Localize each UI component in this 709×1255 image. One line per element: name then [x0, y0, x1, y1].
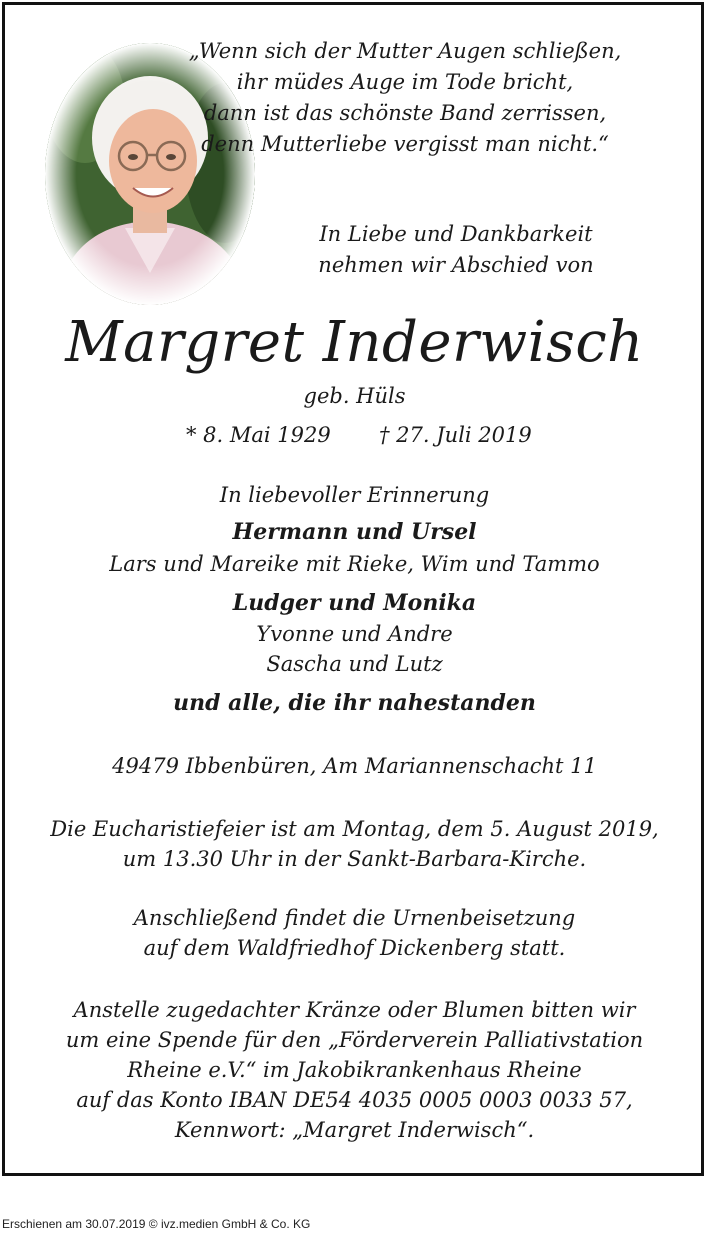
poem-line: „Wenn sich der Mutter Augen schließen,	[188, 39, 622, 63]
donation-line: Anstelle zugedachter Kränze oder Blumen bitten wir	[73, 998, 636, 1022]
publication-footer: Erschienen am 30.07.2019 © ivz.medien GmbH & Co. KG	[2, 1217, 311, 1231]
address: 49479 Ibbenbüren, Am Mariannenschacht 11	[112, 754, 597, 778]
farewell-line: In Liebe und Dankbarkeit	[319, 222, 593, 246]
donation-info	[0, 995, 709, 1145]
donation-line: auf das Konto IBAN DE54 4035 0005 0003 0033 57,	[76, 1088, 633, 1112]
donation-line: Rheine e.V.“ im Jakobikrankenhaus Rheine	[127, 1058, 582, 1082]
donation-line: um eine Spende für den „Förderverein Palliativstation	[65, 1028, 644, 1052]
mourner-group-members: Yvonne und Andre	[256, 622, 453, 646]
poem-line: ihr müdes Auge im Tode bricht,	[236, 70, 574, 94]
mourner-group-members: Sascha und Lutz	[266, 652, 443, 676]
poem	[100, 36, 709, 160]
mourner-group-members: Lars und Mareike mit Rieke, Wim und Tammo	[109, 552, 600, 576]
deceased-name: Margret Inderwisch	[65, 310, 644, 375]
mourners-others: und alle, die ihr nahestanden	[173, 690, 536, 716]
burial-info	[0, 903, 709, 963]
burial-line: Anschließend findet die Urnenbeisetzung	[133, 906, 576, 930]
mourner-group-title: Ludger und Monika	[232, 590, 477, 616]
service-info	[0, 814, 709, 874]
birth-date: * 8. Mai 1929	[186, 423, 331, 447]
mourners-intro: In liebevoller Erinnerung	[219, 483, 490, 507]
burial-line: auf dem Waldfriedhof Dickenberg statt.	[143, 936, 566, 960]
service-line: um 13.30 Uhr in der Sankt-Barbara-Kirche.	[122, 847, 587, 871]
donation-line: Kennwort: „Margret Inderwisch“.	[174, 1118, 535, 1142]
poem-line: dann ist das schönste Band zerrissen,	[203, 101, 607, 125]
farewell-intro	[250, 219, 662, 281]
maiden-name: geb. Hüls	[303, 384, 406, 408]
death-date: † 27. Juli 2019	[379, 423, 532, 447]
farewell-line: nehmen wir Abschied von	[318, 253, 594, 277]
mourner-group-title: Hermann und Ursel	[232, 519, 477, 545]
poem-line: denn Mutterliebe vergisst man nicht.“	[201, 132, 609, 156]
service-line: Die Eucharistiefeier ist am Montag, dem 5. August 2019,	[50, 817, 659, 841]
